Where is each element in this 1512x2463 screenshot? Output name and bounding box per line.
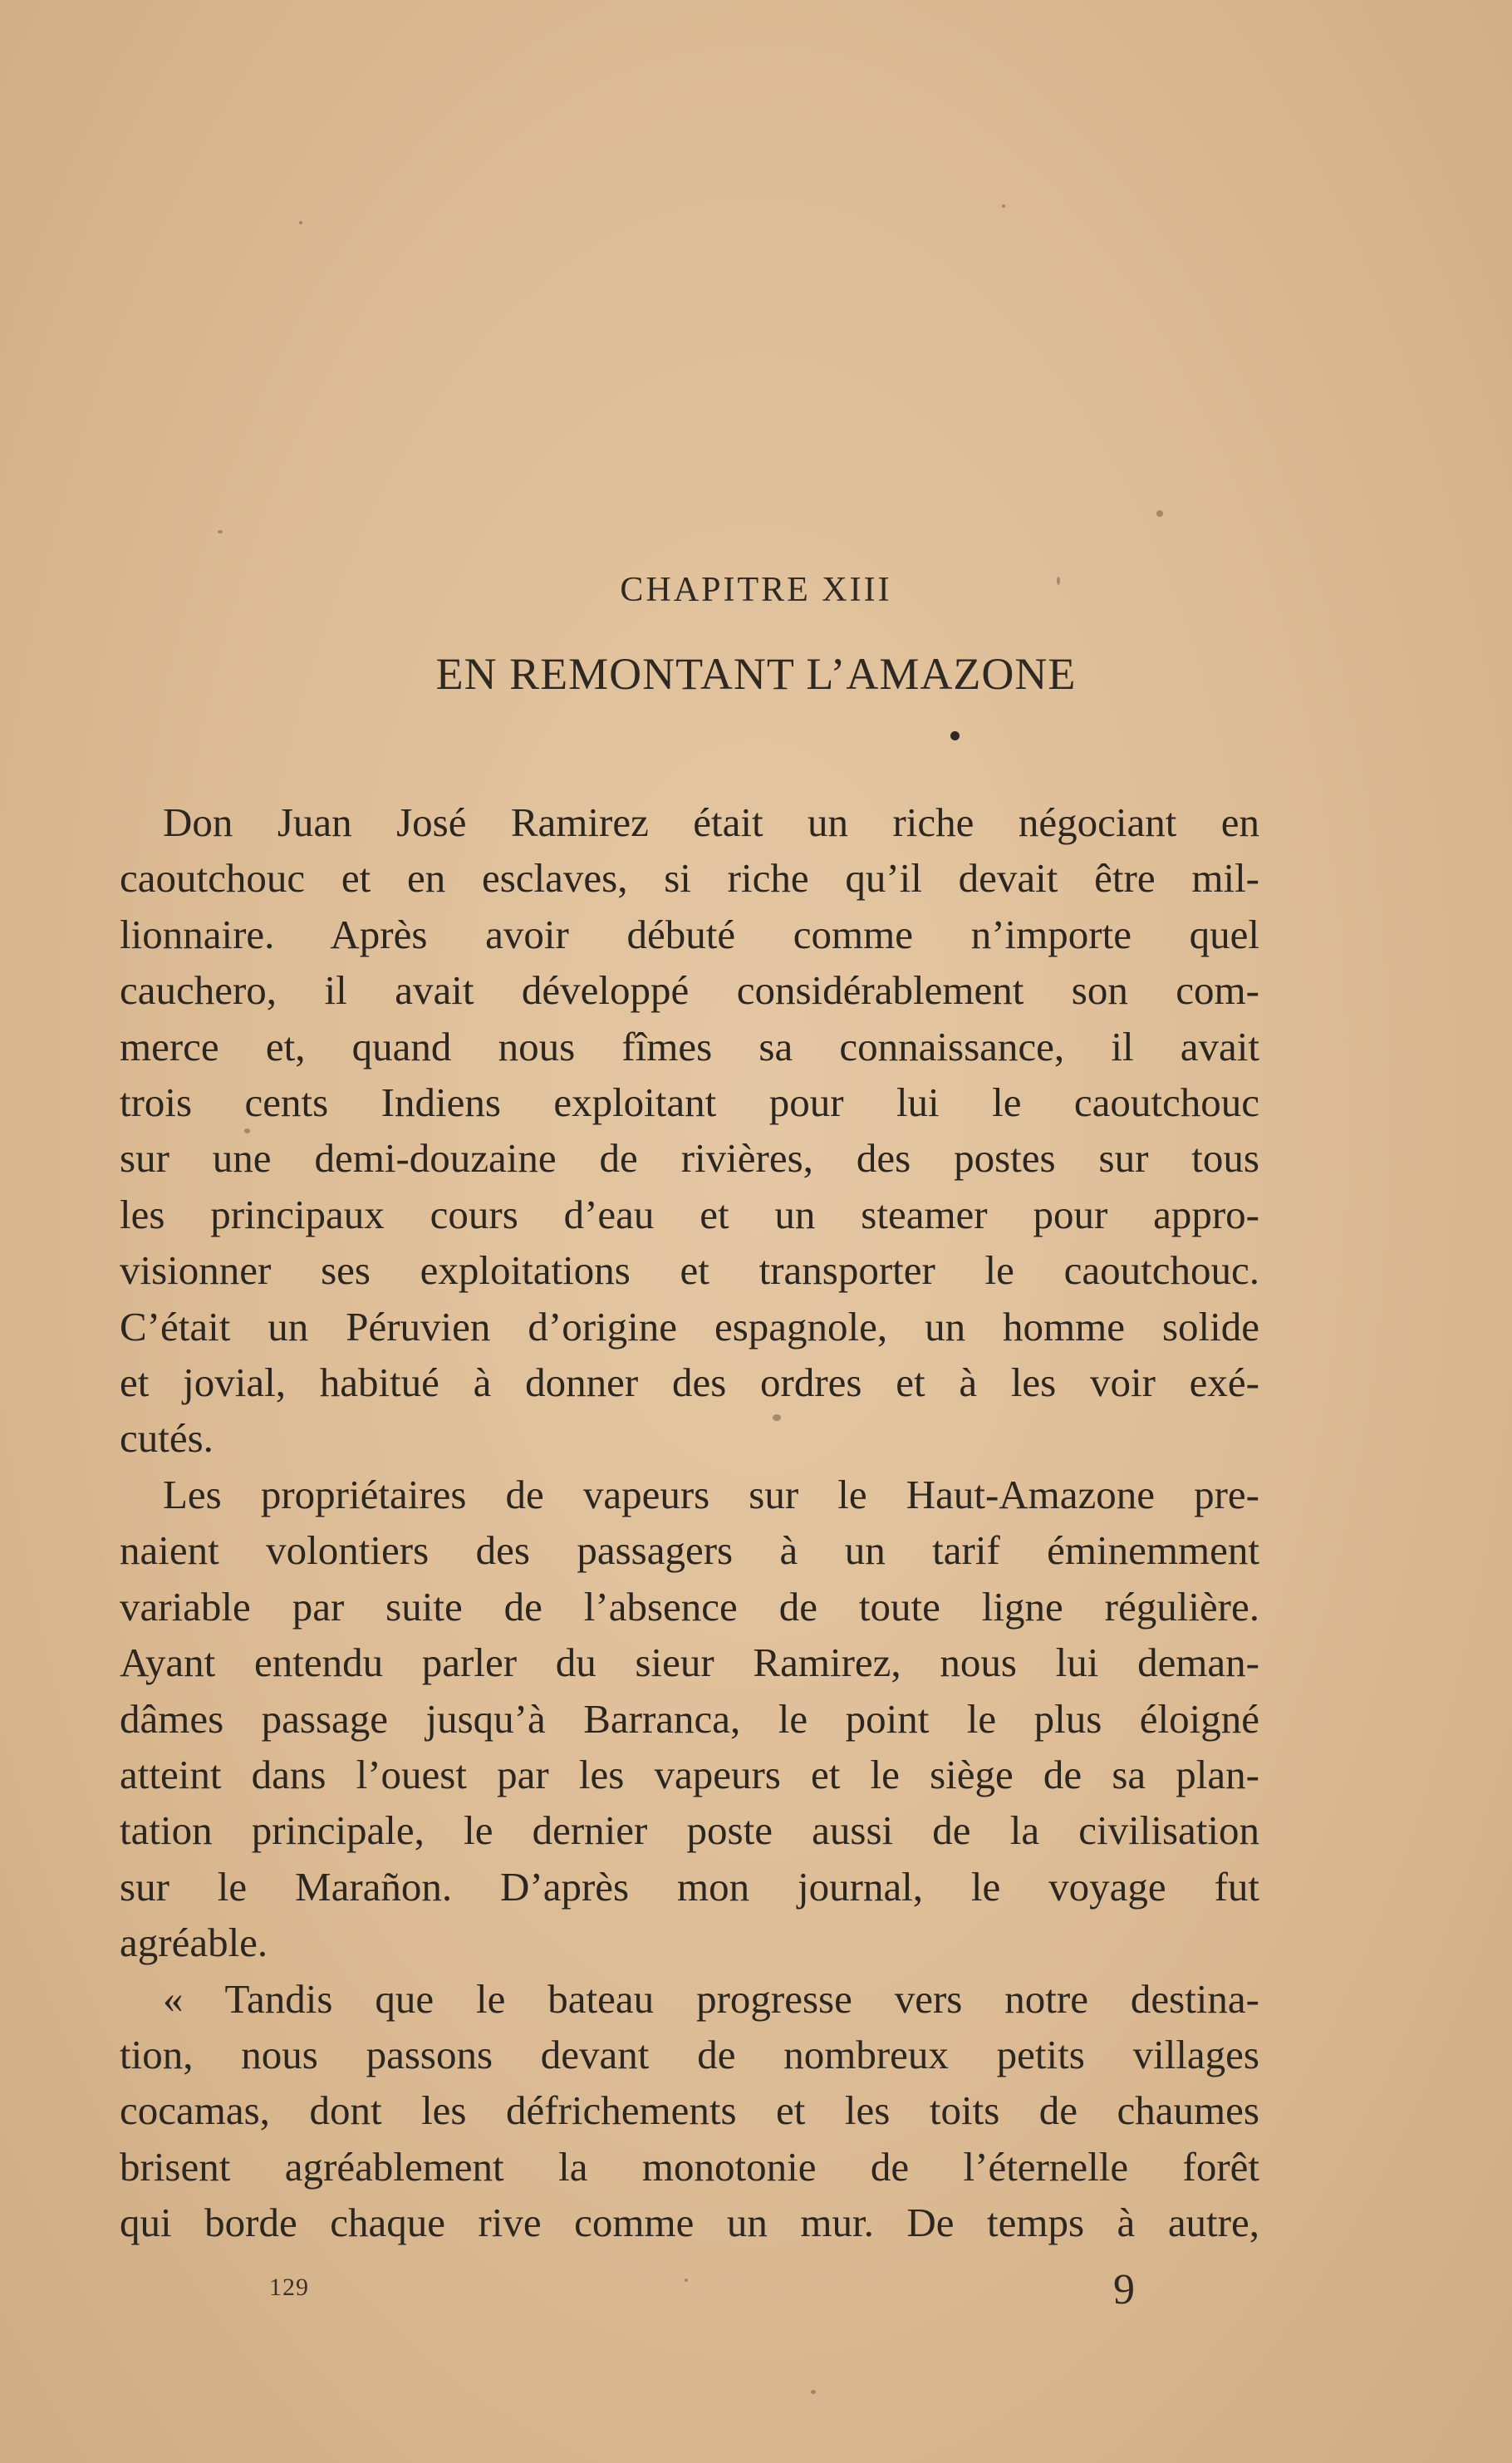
paper-speck [1156,510,1163,517]
text-line: caoutchouc et en esclaves, si riche qu’il devait être mil- [120,855,1259,902]
paper-speck [811,2390,816,2394]
text-line: dâmes passage jusqu’à Barranca, le point le plus éloigné [120,1695,1259,1742]
text-line: cocamas, dont les défrichements et les toits de chaumes [120,2087,1259,2134]
text-line: variable par suite de l’absence de toute ligne régulière. [120,1583,1259,1630]
paper-speck [244,1128,250,1133]
paper-speck [218,530,223,533]
text-line: Don Juan José Ramirez était un riche négociant en [163,799,1259,845]
paper-speck [1057,577,1060,585]
chapter-title: EN REMONTANT L’AMAZONE [435,649,1077,699]
text-line: Les propriétaires de vapeurs sur le Haut-Amazone pre- [163,1471,1259,1517]
paper-speck [299,221,302,224]
signature-mark: 9 [1113,2266,1135,2313]
text-line: cutés. [120,1415,214,1462]
paragraph-1 [120,794,1259,1467]
text-line: Ayant entendu parler du sieur Ramirez, nous lui deman- [120,1640,1259,1686]
text-line: trois cents Indiens exploitant pour lui le caoutchouc [120,1079,1259,1126]
paragraph-3 [120,1971,1259,2251]
text-line: C’était un Péruvien d’origine espagnole, un homme solide [120,1303,1259,1349]
text-line: agréable. [120,1920,268,1966]
text-line: qui borde chaque rive comme un mur. De temps à autre, [120,2200,1259,2246]
chapter-label: CHAPITRE XIII [620,571,892,609]
text-line: sur une demi-douzaine de rivières, des postes sur tous [120,1135,1259,1182]
text-line: merce et, quand nous fîmes sa connaissance, il avait [120,1023,1259,1069]
text-line: atteint dans l’ouest par les vapeurs et le siège de sa plan- [120,1751,1259,1797]
text-line: brisent agréablement la monotonie de l’éternelle forêt [120,2143,1259,2190]
text-line: naient volontiers des passagers à un tarif éminemment [120,1527,1259,1574]
ornament-dot [950,731,960,740]
text-line: visionner ses exploitations et transporter le caoutchouc. [120,1247,1259,1294]
paragraph-2 [120,1467,1259,1971]
paper-speck [1002,204,1005,208]
text-line: et jovial, habitué à donner des ordres et à les voir exé- [120,1359,1259,1406]
text-line: sur le Marañon. D’après mon journal, le voyage fut [120,1863,1259,1910]
text-line: tion, nous passons devant de nombreux petits villages [120,2031,1259,2077]
page-number: 129 [269,2274,309,2301]
text-line: lionnaire. Après avoir débuté comme n’importe quel [120,911,1259,957]
paper-speck [685,2279,688,2282]
body-text [120,794,1259,2251]
text-line: les principaux cours d’eau et un steamer pour appro- [120,1191,1259,1237]
text-line: tation principale, le dernier poste aussi de la civilisation [120,1807,1259,1854]
text-line: « Tandis que le bateau progresse vers notre destina- [163,1975,1259,2022]
paper-speck [773,1414,781,1421]
text-line: cauchero, il avait développé considérablement son com- [120,967,1259,1014]
